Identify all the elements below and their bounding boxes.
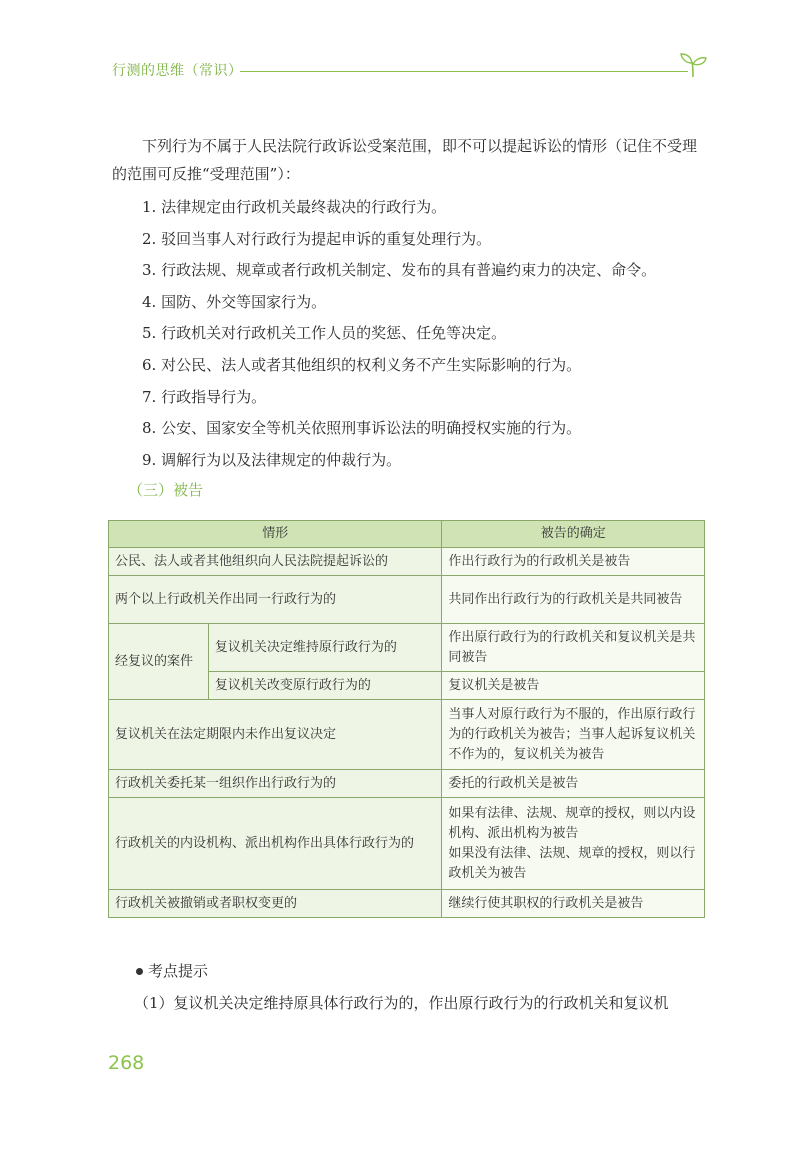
list-item: 2. 驳回当事人对行政行为提起申诉的重复处理行为。 xyxy=(142,229,492,248)
defendant-cell: 作出行政行为的行政机关是被告 xyxy=(442,548,705,576)
list-item: 4. 国防、外交等国家行为。 xyxy=(142,292,327,311)
defendant-cell xyxy=(442,798,705,890)
page-header xyxy=(112,60,712,86)
defendant-text-authorized: 如果有法律、法规、规章的授权，则以内设机构、派出机构为被告 xyxy=(448,805,696,841)
situation-cell: 行政机关委托某一组织作出行政行为的 xyxy=(109,770,442,798)
defendant-cell: 复议机关是被告 xyxy=(442,672,705,700)
defendant-cell: 作出原行政行为的行政机关和复议机关是共同被告 xyxy=(442,624,705,672)
page-number: 268 xyxy=(108,1052,145,1074)
table-row xyxy=(109,798,705,890)
bullet-icon xyxy=(136,968,143,975)
situation-cell: 行政机关被撤销或者职权变更的 xyxy=(109,890,442,918)
defendant-table xyxy=(108,520,705,918)
table-row xyxy=(109,770,705,798)
table-header-row xyxy=(109,521,705,548)
situation-cell: 复议机关在法定期限内未作出复议决定 xyxy=(109,700,442,770)
table-row xyxy=(109,548,705,576)
section-heading: （三）被告 xyxy=(128,481,204,500)
situation-cell: 复议机关改变原行政行为的 xyxy=(208,672,442,700)
content xyxy=(112,132,708,504)
defendant-cell: 共同作出行政行为的行政机关是共同被告 xyxy=(442,576,705,624)
defendant-cell: 继续行使其职权的行政机关是被告 xyxy=(442,890,705,918)
column-header-situation: 情形 xyxy=(109,521,442,548)
list-item: 6. 对公民、法人或者其他组织的权利义务不产生实际影响的行为。 xyxy=(142,355,582,374)
table-row xyxy=(109,624,705,672)
situation-cell: 两个以上行政机关作出同一行政行为的 xyxy=(109,576,442,624)
list-item: 9. 调解行为以及法律规定的仲裁行为。 xyxy=(142,450,402,469)
intro-paragraph: 下列行为不属于人民法院行政诉讼受案范围，即不可以提起诉讼的情形（记住不受理的范围可反推“受理范围”）： xyxy=(112,137,698,183)
tip-text: （1）复议机关决定维持原具体行政行为的，作出原行政行为的行政机关和复议机 xyxy=(134,994,669,1012)
group-cell-review: 经复议的案件 xyxy=(109,624,209,700)
tip-block xyxy=(136,958,716,1016)
defendant-text-unauthorized: 如果没有法律、法规、规章的授权，则以行政机关为被告 xyxy=(448,845,696,881)
table-row xyxy=(109,890,705,918)
situation-cell: 行政机关的内设机构、派出机构作出具体行政行为的 xyxy=(109,798,442,890)
tip-title xyxy=(136,958,716,984)
sprout-icon xyxy=(678,52,708,78)
rule-list xyxy=(112,192,708,476)
situation-cell: 复议机关决定维持原行政行为的 xyxy=(208,624,442,672)
defendant-cell: 当事人对原行政行为不服的，作出原行政行为的行政机关为被告；当事人起诉复议机关不作为的，复议机关为被告 xyxy=(442,700,705,770)
list-item: 5. 行政机关对行政机关工作人员的奖惩、任免等决定。 xyxy=(142,324,507,343)
list-item: 1. 法律规定由行政机关最终裁决的行政行为。 xyxy=(142,198,447,216)
header-rule xyxy=(240,71,688,72)
list-item: 7. 行政指导行为。 xyxy=(142,387,267,406)
list-item: 8. 公安、国家安全等机关依照刑事诉讼法的明确授权实施的行为。 xyxy=(142,419,582,438)
situation-cell: 公民、法人或者其他组织向人民法院提起诉讼的 xyxy=(109,548,442,576)
defendant-cell: 委托的行政机关是被告 xyxy=(442,770,705,798)
list-item: 3. 行政法规、规章或者行政机关制定、发布的具有普遍约束力的决定、命令。 xyxy=(142,261,657,280)
tip-title-text: 考点提示 xyxy=(148,962,209,980)
header-title: 行测的思维（常识） xyxy=(112,63,243,79)
table-row xyxy=(109,576,705,624)
table-row xyxy=(109,700,705,770)
column-header-defendant: 被告的确定 xyxy=(442,521,705,548)
